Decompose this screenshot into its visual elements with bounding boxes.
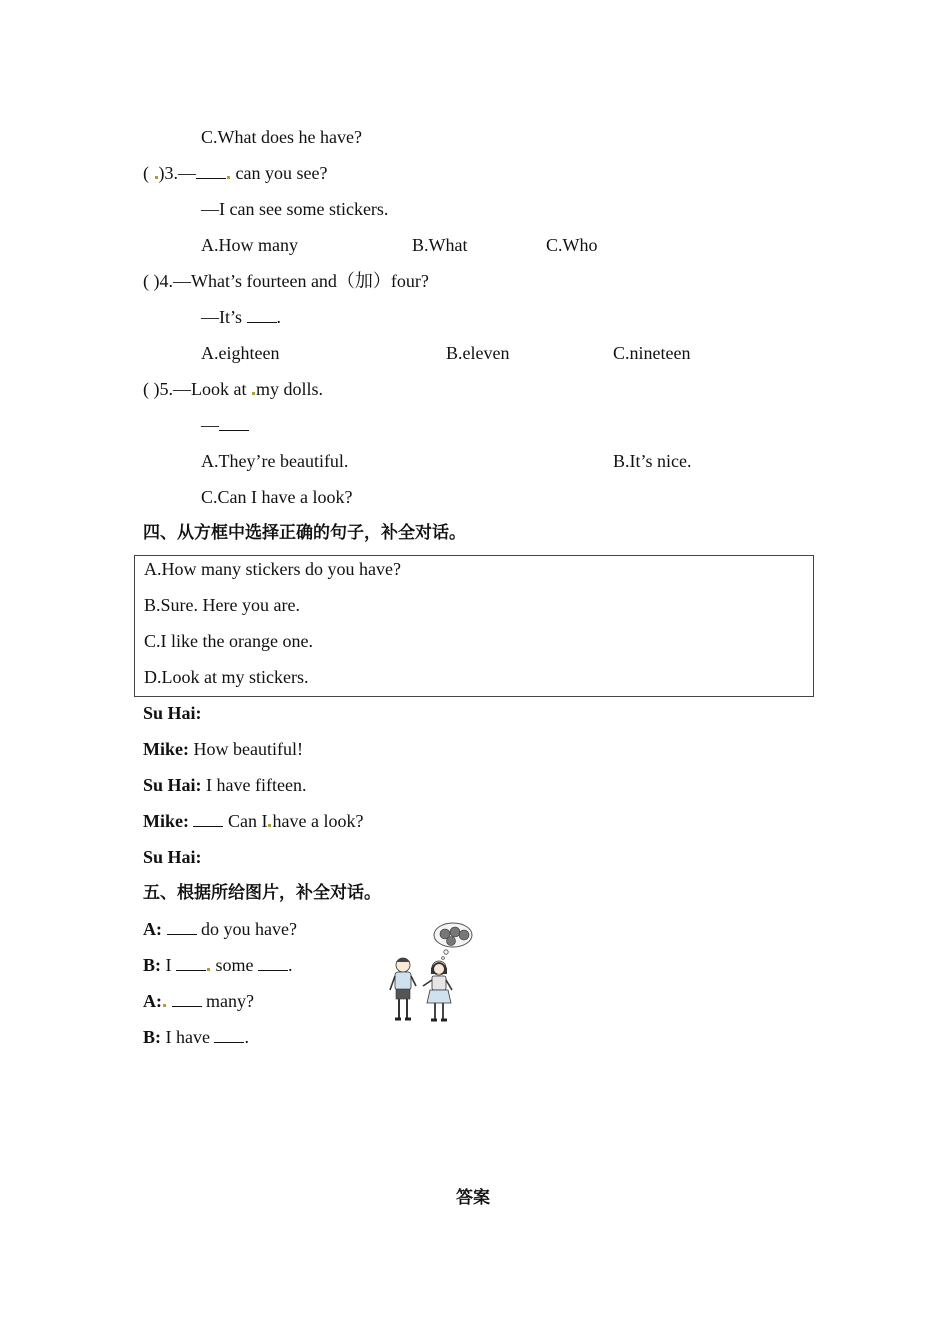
speaker-label: Su Hai: — [143, 775, 202, 795]
q2-option-c: C.What does he have? — [201, 127, 362, 147]
question-5 — [143, 378, 323, 400]
dialogue-line — [143, 918, 297, 940]
section-4-heading: 四、从方框中选择正确的句子，补全对话。 — [143, 523, 466, 543]
q4-option-b: B.eleven — [446, 343, 510, 363]
girl-figure-icon — [423, 961, 452, 1020]
q5-option-b: B.It’s nice. — [613, 451, 692, 471]
dialogue-blank — [193, 812, 223, 827]
dialogue-text: I have fifteen. — [206, 775, 307, 795]
speaker-label: A: — [143, 919, 162, 939]
kids-illustration — [385, 918, 481, 1028]
mark-dot-icon — [207, 968, 210, 971]
q3-paren-open: ( — [143, 163, 149, 183]
q3-option-a: A.How many — [201, 235, 298, 255]
dialogue-line — [143, 738, 303, 760]
thought-bubble-icon — [434, 923, 472, 959]
q3-option-b: B.What — [412, 235, 468, 255]
boy-figure-icon — [390, 958, 416, 1019]
dialogue-line — [143, 846, 202, 868]
dialogue-blank — [167, 920, 197, 935]
dialogue-text: some — [215, 955, 254, 975]
mark-dot-icon — [252, 392, 255, 395]
q4-blank — [247, 308, 277, 323]
dialogue-blank — [258, 956, 288, 971]
speaker-label: Mike: — [143, 811, 189, 831]
dialogue-text: I have — [165, 1027, 210, 1047]
q5-text-a: ( )5.—Look at — [143, 379, 247, 399]
mark-dot-icon — [155, 176, 158, 179]
dialogue-text: Can I — [227, 811, 268, 831]
answers-heading: 答案 — [456, 1188, 490, 1208]
q3-question: can you see? — [235, 163, 328, 183]
dialogue-text: I — [165, 955, 172, 975]
q5-text-b: my dolls. — [255, 379, 323, 399]
dialogue-text: do you have? — [201, 919, 297, 939]
speaker-label: B: — [143, 1027, 161, 1047]
q3-answer: —I can see some stickers. — [201, 199, 389, 219]
q4-option-c: C.nineteen — [613, 343, 691, 363]
dialogue-line — [143, 810, 363, 832]
mark-dot-icon — [163, 1004, 166, 1007]
dialogue-text: many? — [206, 991, 254, 1011]
speaker-label: A: — [143, 991, 162, 1011]
dialogue-line — [143, 1026, 249, 1048]
section-5-heading: 五、根据所给图片，补全对话。 — [143, 883, 381, 903]
q4-option-a: A.eighteen — [201, 343, 280, 363]
q3-option-c: C.Who — [546, 235, 598, 255]
box-item-b: B.Sure. Here you are. — [144, 595, 300, 615]
mark-dot-icon — [227, 176, 230, 179]
dialogue-text: have a look? — [272, 811, 364, 831]
speaker-label: Su Hai: — [143, 703, 202, 723]
q5-answer — [201, 414, 249, 436]
q4-answer-suffix: . — [276, 307, 282, 327]
question-4: ( )4.—What’s fourteen and（加）four? — [143, 271, 429, 291]
speaker-label: Mike: — [143, 739, 189, 759]
speaker-label: B: — [143, 955, 161, 975]
q4-answer — [201, 306, 281, 328]
dialogue-line — [143, 990, 254, 1012]
dialogue-line — [143, 954, 293, 976]
question-3 — [143, 162, 327, 184]
dialogue-text: . — [244, 1027, 249, 1047]
q5-answer-prefix: — — [201, 415, 219, 435]
dialogue-text: . — [288, 955, 293, 975]
q5-option-a: A.They’re beautiful. — [201, 451, 349, 471]
dialogue-blank — [214, 1028, 244, 1043]
q3-blank — [196, 164, 226, 179]
q3-number: )3.— — [158, 163, 196, 183]
dialogue-blank — [172, 992, 202, 1007]
speaker-label: Su Hai: — [143, 847, 202, 867]
q4-answer-prefix: —It’s — [201, 307, 243, 327]
box-item-c: C.I like the orange one. — [144, 631, 313, 651]
dialogue-blank — [176, 956, 206, 971]
box-item-a: A.How many stickers do you have? — [144, 559, 401, 579]
dialogue-line — [143, 774, 306, 796]
dialogue-text: How beautiful! — [193, 739, 303, 759]
dialogue-line — [143, 702, 202, 724]
q5-blank — [219, 416, 249, 431]
q5-option-c: C.Can I have a look? — [201, 487, 353, 507]
box-item-d: D.Look at my stickers. — [144, 667, 309, 687]
